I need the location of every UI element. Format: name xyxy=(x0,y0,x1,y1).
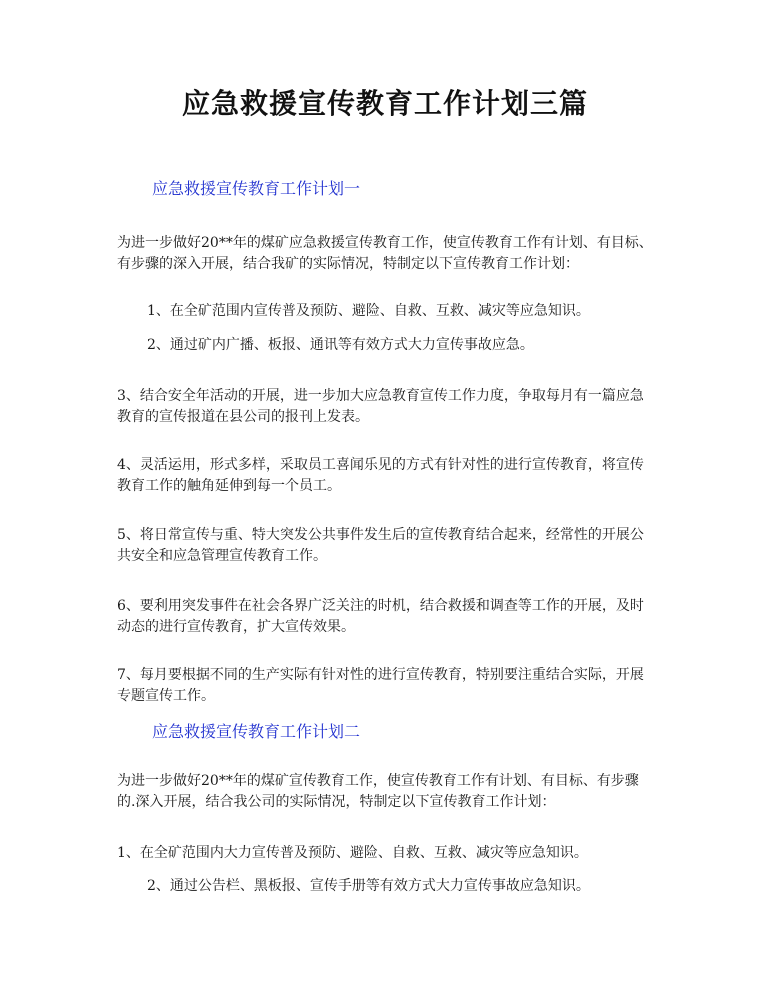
list-item-6: 6、要利用突发事件在社会各界广泛关注的时机，结合救援和调查等工作的开展，及时动态的进行宣传教育，扩大宣传效果。 xyxy=(117,598,644,635)
list-item-2-1: 1、在全矿范围内大力宣传普及预防、避险、自救、互救、减灾等应急知识。 xyxy=(117,845,588,861)
list-item-4: 4、灵活运用，形式多样，采取员工喜闻乐见的方式有针对性的进行宣传教育，将宣传教育工作的触角延伸到每一个员工。 xyxy=(117,457,644,494)
section-heading-plan-2: 应急救援宣传教育工作计划二 xyxy=(152,722,361,741)
list-item-3: 3、结合安全年活动的开展，进一步加大应急教育宣传工作力度，争取每月有一篇应急教育的宣传报道在县公司的报刊上发表。 xyxy=(117,388,644,425)
list-item-5: 5、将日常宣传与重、特大突发公共事件发生后的宣传教育结合起来，经常性的开展公共安全和应急管理宣传教育工作。 xyxy=(117,527,644,564)
list-item-2-2: 2、通过公告栏、黑板报、宣传手册等有效方式大力宣传事故应急知识。 xyxy=(147,878,590,894)
list-item-2: 2、通过矿内广播、板报、通讯等有效方式大力宣传事故应急。 xyxy=(147,337,534,353)
list-item-7: 7、每月要根据不同的生产实际有针对性的进行宣传教育，特别要注重结合实际，开展专题宣传工作。 xyxy=(117,667,644,704)
document-title: 应急救援宣传教育工作计划三篇 xyxy=(181,87,588,120)
list-item-1: 1、在全矿范围内宣传普及预防、避险、自救、互救、减灾等应急知识。 xyxy=(147,303,590,319)
paragraph-intro-1: 为进一步做好20**年的煤矿应急救援宣传教育工作，使宣传教育工作有计划、有目标、有步骤的深入开展，结合我矿的实际情况，特制定以下宣传教育工作计划： xyxy=(117,235,653,272)
section-heading-plan-1: 应急救援宣传教育工作计划一 xyxy=(152,179,361,198)
paragraph-intro-2: 为进一步做好20**年的煤矿宣传教育工作，使宣传教育工作有计划、有目标、有步骤的.深入开展，结合我公司的实际情况，特制定以下宣传教育工作计划： xyxy=(117,773,639,810)
